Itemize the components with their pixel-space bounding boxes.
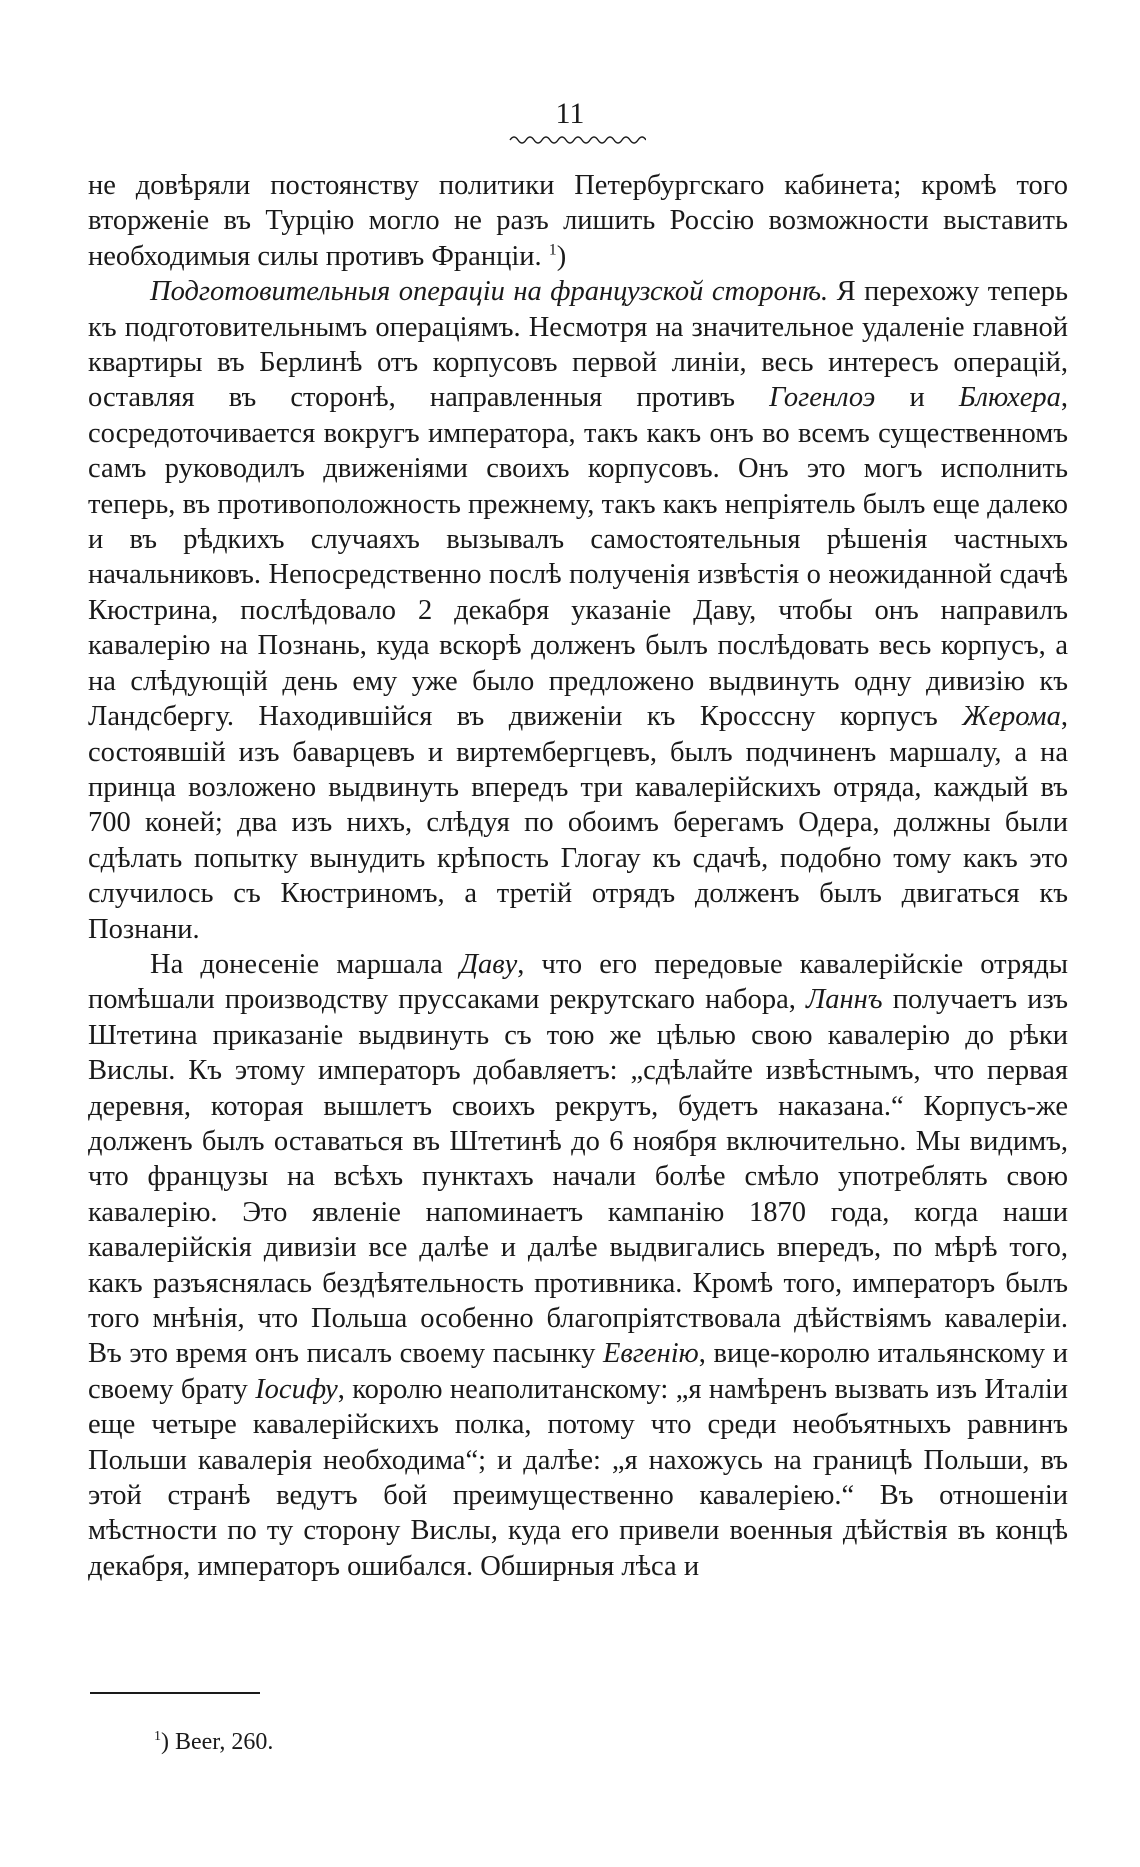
italic-text: Жерома bbox=[962, 701, 1061, 733]
italic-text: Блюхера bbox=[958, 382, 1061, 414]
italic-text: Гогенлоэ bbox=[769, 382, 876, 414]
text-run: На донесеніе маршала bbox=[150, 948, 460, 980]
page-number: 11 bbox=[555, 97, 585, 130]
footnote-divider bbox=[90, 1692, 260, 1694]
text-run: , состоявшій изъ баварцевъ и виртембергцевъ, былъ подчиненъ маршалу, а на принца возложено выдвинуть впередъ три кавалерійскихъ отряда, каждый въ 700 коней; два изъ нихъ, слѣдуя по обоимъ берегамъ Одера, должны были сдѣлать попытку вынудить крѣпость Глогау къ сдачѣ, подобно тому какъ это случилось съ Кюстриномъ, а третій отрядъ долженъ былъ двигаться къ Познани. bbox=[88, 701, 1068, 945]
italic-text: Евгенію bbox=[603, 1338, 699, 1370]
body-text bbox=[88, 168, 1068, 1584]
text-run: , сосредоточивается вокругъ императора, такъ какъ онъ во всемъ существенномъ самъ руководилъ движеніями своихъ корпусовъ. Онъ это могъ исполнить теперь, въ противоположность прежнему, такъ какъ непріятель былъ еще далеко и въ рѣдкихъ случаяхъ вызывалъ самостоятельныя рѣшенія частныхъ начальниковъ. Непосредственно послѣ полученія извѣстія о неожиданной сдачѣ Кюстрина, послѣдовало 2 декабря указаніе Даву, чтобы онъ направилъ кавалерію на Познань, куда вскорѣ долженъ былъ послѣдовать весь корпусъ, а на слѣдующій день ему уже было предложено выдвинуть одну дивизію къ Ландсбергу. Находившійся въ движеніи къ Кросссну корпусъ bbox=[88, 382, 1068, 733]
text-run: Я перехожу теперь къ подготовительнымъ операціямъ. Несмотря на значительное удаленіе главной квартиры въ Берлинѣ отъ корпусовъ первой линіи, весь интересъ операцій, оставляя въ сторонѣ, направленныя противъ bbox=[88, 276, 1068, 414]
footnote-mark: 1 bbox=[154, 1729, 161, 1744]
italic-text: Іосифу bbox=[255, 1373, 338, 1405]
text-run: не довѣряли постоянству политики Петербургскаго кабинета; кромѣ того вторженіе въ Турцію могло не разъ лишить Россію возможности выставить необходимыя силы противъ Франціи. bbox=[88, 170, 1068, 272]
wavy-ornament-icon bbox=[508, 134, 646, 146]
footnote bbox=[154, 1722, 273, 1757]
paragraph bbox=[88, 168, 1068, 274]
text-run: получаетъ изъ Штетина приказаніе выдвинуть съ тою же цѣлью свою кавалерію до рѣки Вислы. Къ этому императоръ добавляетъ: „сдѣлайте извѣстнымъ, что первая деревня, которая вышлетъ своихъ рекрутъ, будетъ наказана.“ Корпусъ-же долженъ былъ оставаться въ Штетинѣ до 6 ноября включительно. Мы видимъ, что французы на всѣхъ пунктахъ начали болѣе смѣло употреблять свою кавалерію. Это явленіе напоминаетъ кампанію 1870 года, когда наши кавалерійскія дивизіи все далѣе и далѣе выдвигались впередъ, по мѣрѣ того, какъ разъяснялась бездѣятельность противника. Кромѣ того, императоръ былъ того мнѣнія, что Польша особенно благопріятствовала дѣйствіямъ кавалеріи. Въ это время онъ писалъ своему пасынку bbox=[88, 984, 1069, 1370]
paragraph bbox=[88, 947, 1068, 1584]
italic-text: Подготовительныя операціи на французской сторонѣ. bbox=[150, 276, 829, 308]
text-run: , королю неаполитанскому: „я намѣренъ вызвать изъ Италіи еще четыре кавалерійскихъ полка, потому что среди необъятныхъ равнинъ Польши кавалерія необходима“; и далѣе: „я нахожусь на границѣ Польши, въ этой странѣ ведутъ бой преимущественно кавалеріею.“ Въ отношеніи мѣстности по ту сторону Вислы, куда его привели военныя дѣйствія въ концѣ декабря, императоръ ошибался. Обширныя лѣса и bbox=[88, 1373, 1068, 1582]
footnote-text: ) Beer, 260. bbox=[161, 1729, 274, 1755]
text-run: , что его передовые кавалерійскіе отряды помѣшали производству пруссаками рекрутскаго набора, bbox=[88, 948, 1068, 1016]
italic-text: Даву bbox=[459, 948, 518, 980]
text-run: , вице-королю итальянскому и своему брату bbox=[88, 1338, 1068, 1405]
paragraph bbox=[88, 274, 1068, 947]
italic-text: Ланнъ bbox=[805, 984, 883, 1016]
footnote-reference: 1 bbox=[548, 241, 557, 259]
text-run: и bbox=[875, 382, 959, 414]
text-run: ) bbox=[556, 240, 567, 272]
